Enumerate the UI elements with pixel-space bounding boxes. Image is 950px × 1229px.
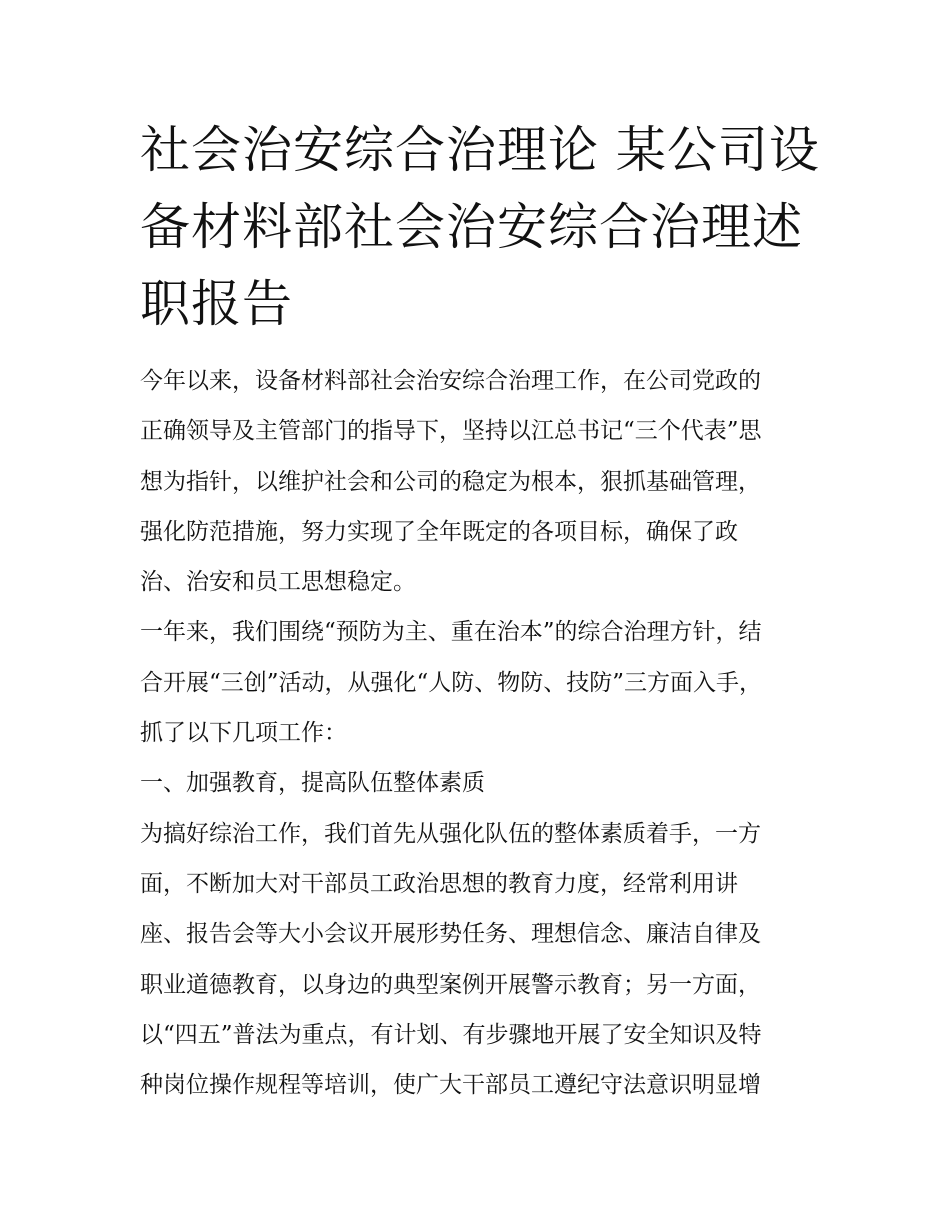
body-line: 面，不断加大对干部员工政治思想的教育力度，经常利用讲 xyxy=(140,870,738,897)
body-line: 种岗位操作规程等培训，使广大干部员工遵纪守法意识明显增 xyxy=(140,1072,761,1099)
section-heading: 一、加强教育，提高队伍整体素质 xyxy=(140,770,485,797)
document-title xyxy=(140,112,820,343)
body-line: 强化防范措施，努力实现了全年既定的各项目标，确保了政 xyxy=(140,518,738,545)
body-line: 合开展“三创”活动，从强化“人防、物防、技防”三方面入手， xyxy=(140,669,763,696)
title-line: 社会治安综合治理论 某公司设 xyxy=(140,121,820,179)
body-line: 为搞好综治工作，我们首先从强化队伍的整体素质着手，一方 xyxy=(140,820,761,847)
body-line: 想为指针，以维护社会和公司的稳定为根本，狠抓基础管理， xyxy=(140,468,761,495)
body-line: 抓了以下几项工作： xyxy=(140,720,347,747)
body-line: 一年来，我们围绕“预防为主、重在治本”的综合治理方针，结 xyxy=(140,619,762,646)
body-line: 以“四五”普法为重点，有计划、有步骤地开展了安全知识及特 xyxy=(140,1021,762,1048)
title-line: 职报告 xyxy=(140,275,293,333)
body-line: 正确领导及主管部门的指导下，坚持以江总书记“三个代表”思 xyxy=(140,418,762,445)
body-line: 治、治安和员工思想稳定。 xyxy=(140,569,416,596)
document-body xyxy=(140,356,820,1110)
body-line: 今年以来，设备材料部社会治安综合治理工作，在公司党政的 xyxy=(140,368,761,394)
body-line: 职业道德教育，以身边的典型案例开展警示教育；另一方面， xyxy=(140,971,761,998)
title-line: 备材料部社会治安综合治理述 xyxy=(140,198,803,256)
body-line: 座、报告会等大小会议开展形势任务、理想信念、廉洁自律及 xyxy=(140,921,761,948)
